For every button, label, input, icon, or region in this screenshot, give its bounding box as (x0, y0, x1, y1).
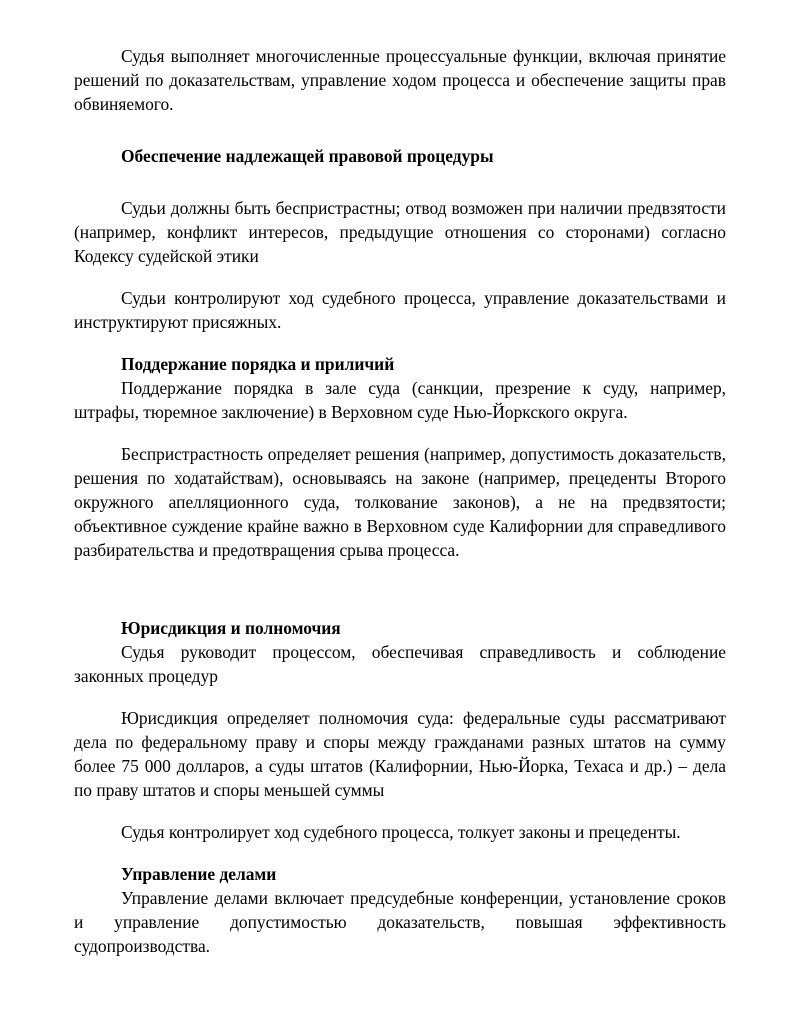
paragraph: Юрисдикция определяет полномочия суда: федеральные суды рассматривают дела по федеральному праву и споры между гражданами разных штатов на сумму более 75 000 долларов, а суды штатов (Калифорнии, Нью-Йорка, Техаса и др.) – дела по праву штатов и споры меньшей суммы (74, 708, 726, 800)
paragraph: Судьи контролируют ход судебного процесса, управление доказательствами и инструктируют присяжных. (74, 288, 726, 332)
paragraph: Управление делами включает предсудебные конференции, установление сроков и управление допустимостью доказательств, повышая эффективность судопроизводства. (74, 888, 726, 956)
paragraph: Судья контролирует ход судебного процесса, толкует законы и прецеденты. (121, 822, 681, 842)
section-heading: Обеспечение надлежащей правовой процедуры (121, 146, 494, 166)
paragraph: Поддержание порядка в зале суда (санкции, презрение к суду, например, штрафы, тюремное заключение) в Верховном суде Нью-Йоркского округа. (74, 378, 726, 422)
paragraph: Судья руководит процессом, обеспечивая справедливость и соблюдение законных процедур (74, 642, 726, 686)
section-heading: Юрисдикция и полномочия (121, 618, 341, 638)
section-heading: Управление делами (121, 864, 277, 884)
document-body (74, 44, 726, 958)
paragraph: Судья выполняет многочисленные процессуальные функции, включая принятие решений по доказательствам, управление ходом процесса и обеспечение защиты прав обвиняемого. (74, 46, 726, 114)
paragraph: Беспристрастность определяет решения (например, допустимость доказательств, решения по ходатайствам), основываясь на законе (например, прецеденты Второго окружного апелляционного суда, толкование законов), а не на предвзятости; объективное суждение крайне важно в Верховном суде Калифорнии для справедливого разбирательства и предотвращения срыва процесса. (74, 444, 726, 560)
paragraph: Судьи должны быть беспристрастны; отвод возможен при наличии предвзятости (например, конфликт интересов, предыдущие отношения со сторонами) согласно Кодексу судейской этики (74, 198, 726, 266)
section-heading: Поддержание порядка и приличий (121, 354, 395, 374)
